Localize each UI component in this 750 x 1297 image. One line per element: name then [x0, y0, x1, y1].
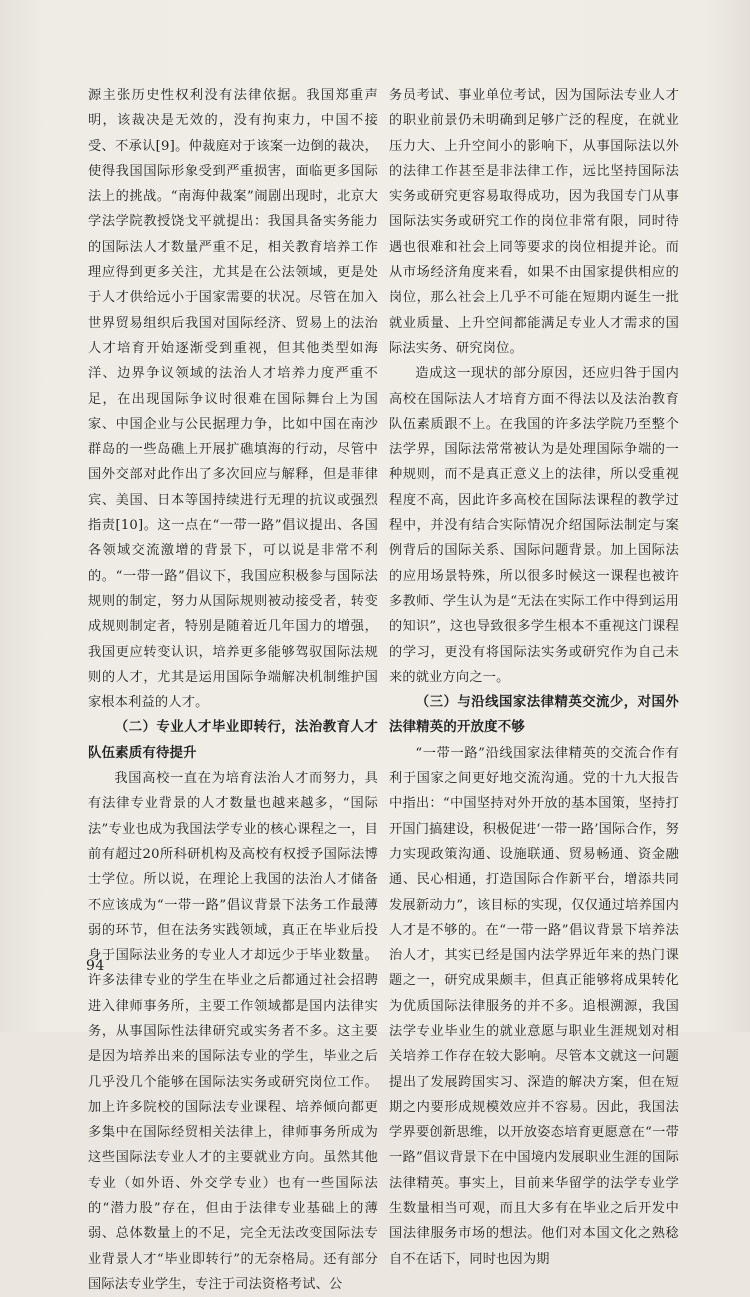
left-column [88, 83, 378, 1297]
left-paragraph-1: 源主张历史性权利没有法律依据。我国郑重声明，该裁决是无效的，没有拘束力，中国不接受、不承认[9]。仲裁庭对于该案一边倒的裁决，使得我国国际形象受到严重损害，面临更多国际法上的挑战。“南海仲裁案”闹剧出现时，北京大学法学院教授饶戈平就提出：我国具备实务能力的国际法人才数量严重不足，相关教育培养工作理应得到更多关注，尤其是在公法领域，更是处于人才供给远小于国家需要的状况。尽管在加入世界贸易组织后我国对国际经济、贸易上的法治人才培育开始逐渐受到重视，但其他类型如海洋、边界争议领域的法治人才培养力度严重不足，在出现国际争议时很难在国际舞台上为国家、中国企业与公民据理力争，比如中国在南沙群岛的一些岛礁上开展扩礁填海的行动，尽管中国外交部对此作出了多次回应与解释，但是菲律宾、美国、日本等国持续进行无理的抗议或强烈指责[10]。这一点在“一带一路”倡议提出、各国各领域交流激增的背景下，可以说是非常不利的。“一带一路”倡议下，我国应积极参与国际法规则的制定，努力从国际规则被动接受者，转变成规则制定者，特别是随着近几年国力的增强，我国更应转变认识，培养更多能够驾驭国际法规则的人才，尤其是运用国际争端解决机制维护国家根本利益的人才。 [88, 88, 378, 711]
right-column [389, 83, 679, 1272]
page-number: 94 [86, 958, 105, 974]
right-paragraph-1: 务员考试、事业单位考试，因为国际法专业人才的职业前景仍未明确到足够广泛的程度，在就业压力大、上升空间小的影响下，从事国际法以外的法律工作甚至是非法律工作，远比坚持国际法实务或研究更容易取得成功，因为我国专门从事国际法实务或研究工作的岗位非常有限，同时待遇也很难和社会上同等要求的岗位相提并论。而从市场经济角度来看，如果不由国家提供相应的岗位，那么社会上几乎不可能在短期内诞生一批就业质量、上升空间都能满足专业人才需求的国际法实务、研究岗位。 [389, 88, 679, 356]
right-paragraph-3: “一带一路”沿线国家法律精英的交流合作有利于国家之间更好地交流沟通。党的十九大报告中指出：“中国坚持对外开放的基本国策，坚持打开国门搞建设，积极促进‘一带一路’国际合作，努力实现政策沟通、设施联通、贸易畅通、资金融通、民心相通，打造国际合作新平台，增添共同发展新动力”，该目标的实现，仅仅通过培养国内人才是不够的。在“一带一路”倡议背景下培养法治人才，其实已经是国内法学界近年来的热门课题之一，研究成果颇丰，但真正能够将成果转化为优质国际法律服务的并不多。追根溯源，我国法学专业毕业生的就业意愿与职业生涯规划对相关培养工作存在较大影响。尽管本文就这一问题提出了发展跨国实习、深造的解决方案，但在短期之内要形成规模效应并不容易。因此，我国法学界要创新思维，以开放姿态培育更愿意在“一带一路”倡议背景下在中国境内发展职业生涯的国际法律精英。事实上，目前来华留学的法学专业学生数量相当可观，而且大多有在毕业之后开发中国法律服务市场的想法。他们对本国文化之熟稔自不在话下，同时也因为期 [389, 745, 679, 1267]
section-heading-3: （三）与沿线国家法律精英交流少，对国外法律精英的开放度不够 [389, 695, 679, 736]
right-paragraph-2: 造成这一现状的部分原因，还应归咎于国内高校在国际法人才培育方面不得法以及法治教育队伍素质跟不上。在我国的许多法学院乃至整个法学界，国际法常常被认为是处理国际争端的一种规则，而不是真正意义上的法律，所以受重视程度不高，因此许多高校在国际法课程的教学过程中，并没有结合实际情况介绍国际法制定与案例背后的国际关系、国际问题背景。加上国际法的应用场景特殊，所以很多时候这一课程也被许多教师、学生认为是“无法在实际工作中得到运用的知识”，这也导致很多学生根本不重视这门课程的学习，更没有将国际法实务或研究作为自己未来的就业方向之一。 [389, 366, 679, 685]
left-paragraph-2: 我国高校一直在为培育法治人才而努力，具有法律专业背景的人才数量也越来越多，“国际法”专业也成为我国法学专业的核心课程之一，目前有超过20所科研机构及高校有权授予国际法博士学位。所以说，在理论上我国的法治人才储备不应该成为“一带一路”倡议背景下法务工作最薄弱的环节，但在法务实践领域，真正在毕业后投身于国际法业务的专业人才却远少于毕业数量。许多法律专业的学生在毕业之后都通过社会招聘进入律师事务所，主要工作领域都是国内法律实务，从事国际性法律研究或实务者不多。这主要是因为培养出来的国际法专业的学生，毕业之后几乎没几个能够在国际法实务或研究岗位工作。加上许多院校的国际法专业课程、培养倾向都更多集中在国际经贸相关法律上，律师事务所成为这些国际法专业人才的主要就业方向。虽然其他专业（如外语、外交学专业）也有一些国际法的“潜力股”存在，但由于法律专业基础上的薄弱、总体数量上的不足，完全无法改变国际法专业背景人才“毕业即转行”的无奈格局。还有部分国际法专业学生，专注于司法资格考试、公 [88, 771, 378, 1292]
section-heading-2: （二）专业人才毕业即转行，法治教育人才队伍素质有待提升 [88, 720, 378, 761]
